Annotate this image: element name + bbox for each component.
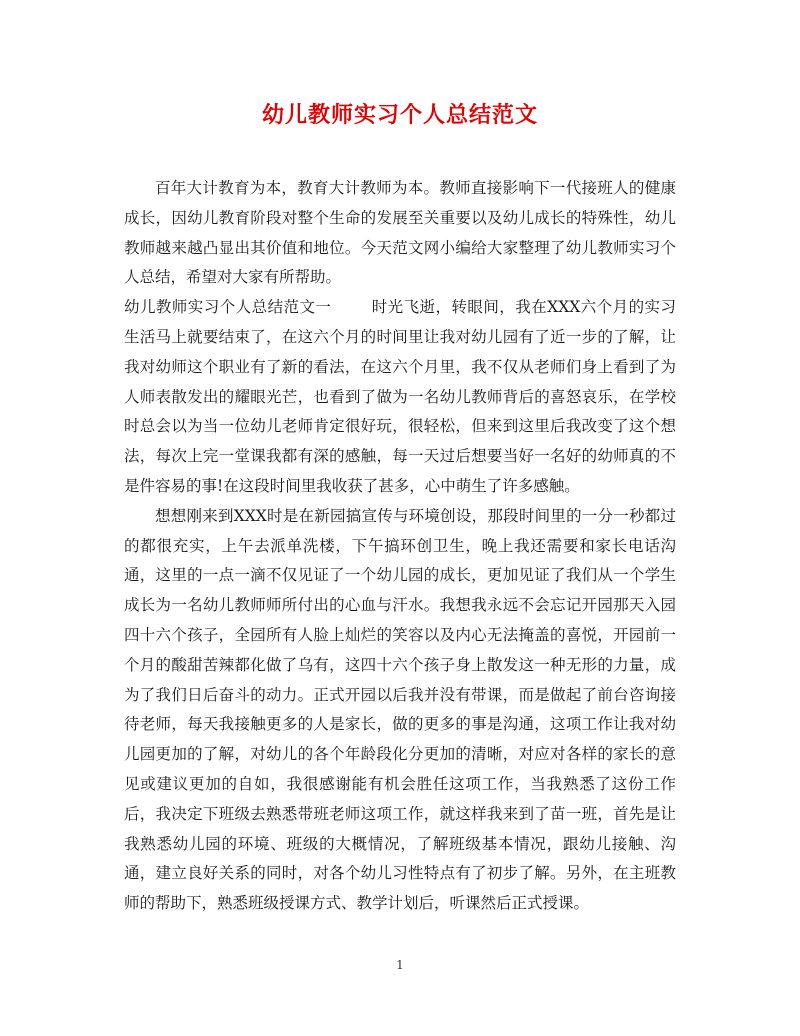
intro-paragraph: 百年大计教育为本，教育大计教师为本。教师直接影响下一代接班人的健康成长，因幼儿教育阶段对整个生命的发展至关重要以及幼儿成长的特殊性，幼儿教师越来越凸显出其价值和地位。今天范文网小编给大家整理了幼儿教师实习个人总结，希望对大家有所帮助。: [124, 179, 676, 287]
page-number: 1: [396, 958, 404, 972]
document-body: [124, 174, 676, 919]
document-title: 幼儿教师实习个人总结范文: [261, 102, 538, 128]
section-label: 幼儿教师实习个人总结范文一: [124, 298, 332, 317]
body-paragraph-2: 想想刚来到XXX时是在新园搞宣传与环境创设，那段时间里的一分一秒都过的都很充实，上午去派单洗楼，下午搞环创卫生，晚上我还需要和家长电话沟通，这里的一点一滴不仅见证了一个幼儿园的成长，更加见证了我们从一个学生成长为一名幼儿教师师所付出的心血与汗水。我想我永远不会忘记开园那天入园四十六个孩子，全园所有人脸上灿烂的笑容以及内心无法掩盖的喜悦，开园前一个月的酸甜苦辣都化做了乌有，这四十六个孩子身上散发这一种无形的力量，成为了我们日后奋斗的动力。正式开园以后我并没有带课，而是做起了前台咨询接待老师，每天我接触更多的人是家长，做的更多的事是沟通，这项工作让我对幼儿园更加的了解，对幼儿的各个年龄段化分更加的清晰，对应对各样的家长的意见或建议更加的自如，我很感谢能有机会胜任这项工作，当我熟悉了这份工作后，我决定下班级去熟悉带班老师这项工作，就这样我来到了苗一班，首先是让我熟悉幼儿园的环境、班级的大概情况，了解班级基本情况，跟幼儿接触、沟通，建立良好关系的同时，对各个幼儿习性特点有了初步了解。另外，在主班教师的帮助下，熟悉班级授课方式、教学计划后，听课然后正式授课。: [124, 506, 676, 913]
section-paragraph: [124, 293, 676, 502]
section-text: 时光飞逝，转眼间，我在XXX六个月的实习生活马上就要结束了，在这六个月的时间里让我对幼儿园有了近一步的了解，让我对幼师这个职业有了新的看法，在这六个月里，我不仅从老师们身上看到了为人师表散发出的耀眼光芒，也看到了做为一名幼儿教师背后的喜怒哀乐，在学校时总会以为当一位幼儿老师肯定很好玩，很轻松，但来到这里后我改变了这个想法，每次上完一堂课我都有深的感触，每一天过后想要当好一名好的幼师真的不是件容易的事!在这段时间里我收获了甚多，心中萌生了许多感触。: [124, 298, 676, 495]
